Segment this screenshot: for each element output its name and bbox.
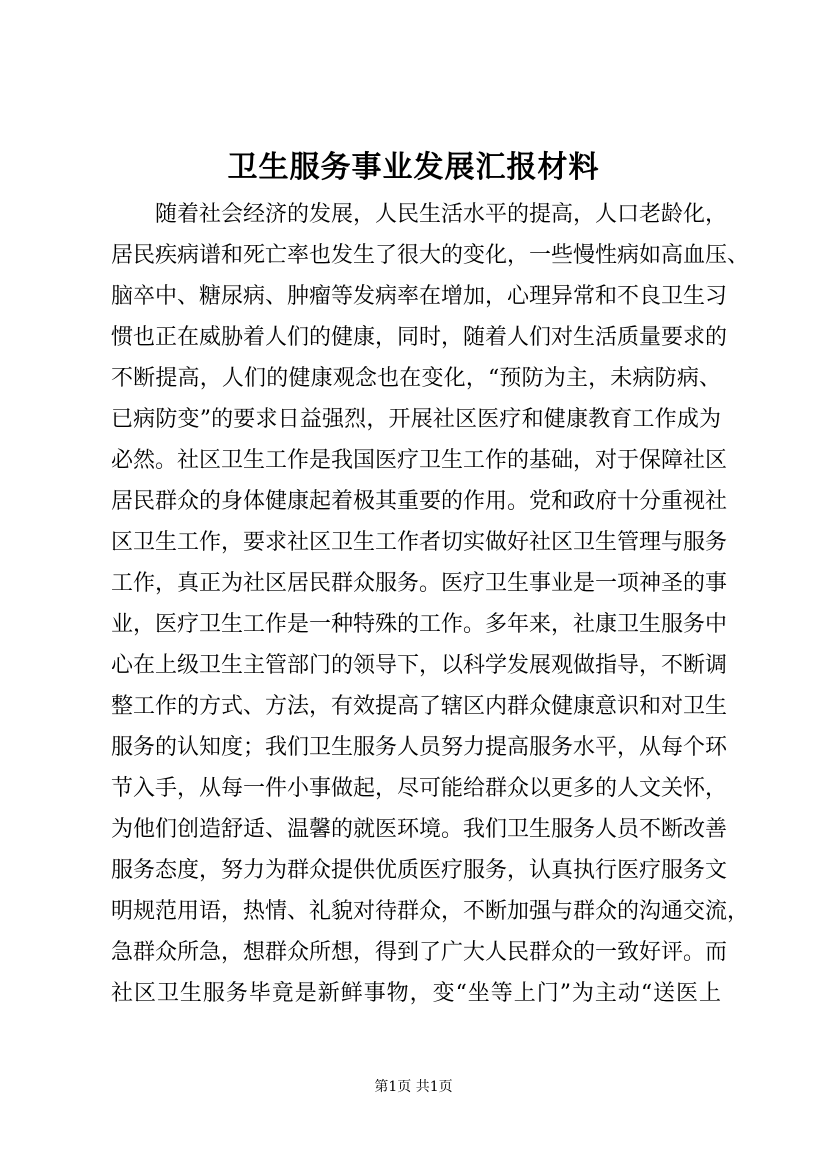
text-line: 明规范用语，热情、礼貌对待群众，不断加强与群众的沟通交流， [111, 899, 750, 924]
text-line: 业，医疗卫生工作是一种特殊的工作。多年来，社康卫生服务中 [111, 612, 728, 637]
text-line: 急群众所急，想群众所想，得到了广大人民群众的一致好评。而 [111, 940, 728, 965]
document-title: 卫生服务事业发展汇报材料 [227, 150, 600, 185]
text-line: 随着社会经济的发展，人民生活水平的提高，人口老龄化， [155, 202, 728, 227]
text-line: 已病防变”的要求日益强烈，开展社区医疗和健康教育工作成为 [111, 407, 721, 432]
page-footer: 第1页 共1页 [374, 1079, 453, 1095]
text-line: 居民疾病谱和死亡率也发生了很大的变化，一些慢性病如高血压、 [111, 243, 750, 268]
text-line: 服务态度，努力为群众提供优质医疗服务，认真执行医疗服务文 [111, 858, 728, 883]
text-line: 服务的认知度；我们卫生服务人员努力提高服务水平，从每个环 [111, 735, 728, 760]
text-line: 区卫生工作，要求社区卫生工作者切实做好社区卫生管理与服务 [111, 530, 728, 555]
text-line: 必然。社区卫生工作是我国医疗卫生工作的基础，对于保障社区 [111, 448, 728, 473]
text-line: 脑卒中、糖尿病、肿瘤等发病率在增加，心理异常和不良卫生习 [111, 284, 728, 309]
text-line: 居民群众的身体健康起着极其重要的作用。党和政府十分重视社 [111, 489, 728, 514]
text-line: 社区卫生服务毕竟是新鲜事物，变“坐等上门”为主动“送医上 [111, 981, 721, 1006]
body-paragraph [111, 194, 750, 1014]
text-line: 节入手，从每一件小事做起，尽可能给群众以更多的人文关怀， [111, 776, 728, 801]
text-line: 整工作的方式、方法，有效提高了辖区内群众健康意识和对卫生 [111, 694, 728, 719]
text-line: 工作，真正为社区居民群众服务。医疗卫生事业是一项神圣的事 [111, 571, 728, 596]
text-line: 不断提高，人们的健康观念也在变化，“预防为主，未病防病、 [111, 366, 721, 391]
text-line: 为他们创造舒适、温馨的就医环境。我们卫生服务人员不断改善 [111, 817, 728, 842]
text-line: 心在上级卫生主管部门的领导下，以科学发展观做指导，不断调 [111, 653, 728, 678]
text-line: 惯也正在威胁着人们的健康，同时，随着人们对生活质量要求的 [111, 325, 728, 350]
